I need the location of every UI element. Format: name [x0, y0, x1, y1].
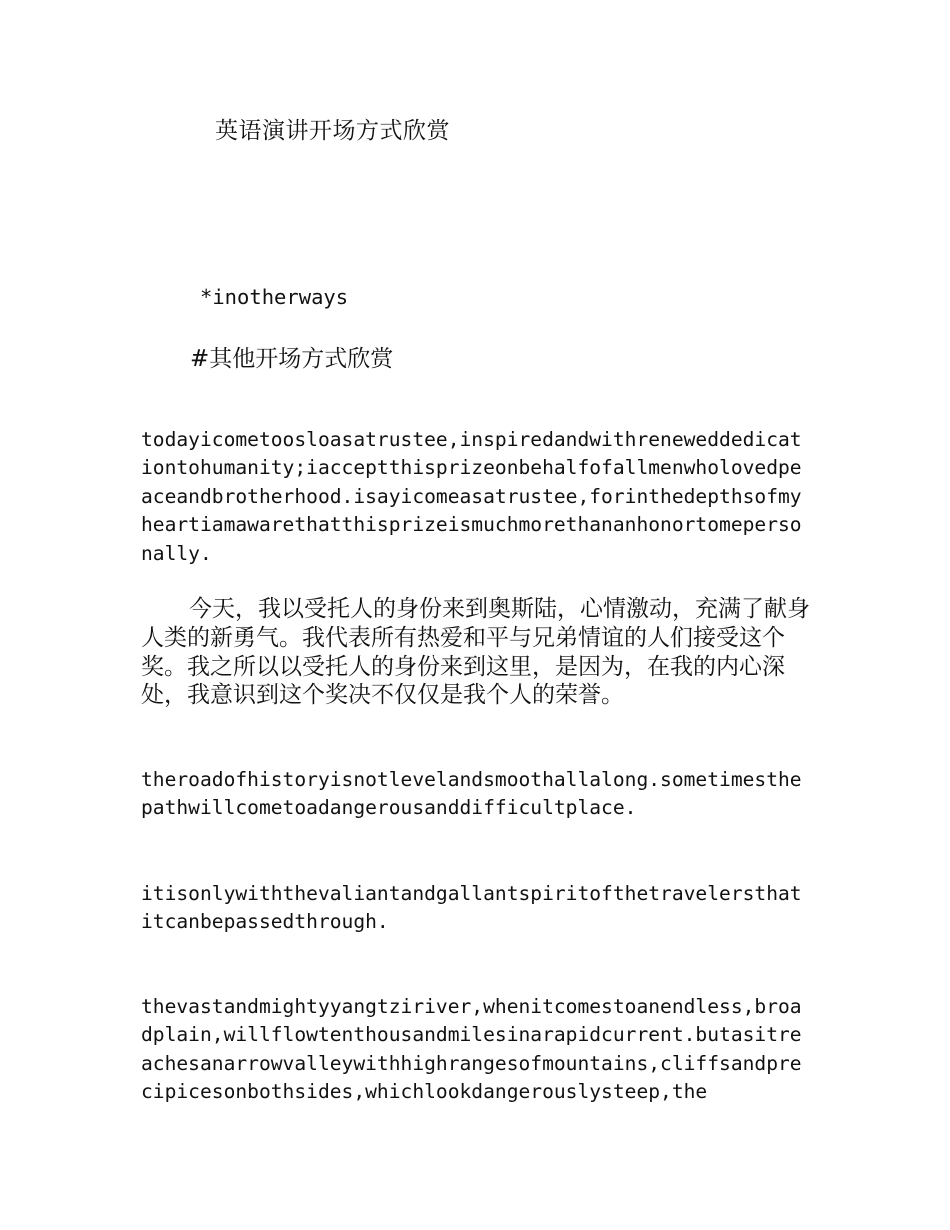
document-title: 英语演讲开场方式欣赏 [215, 118, 450, 144]
paragraph-english-1: todayicometooslоasatrustee,inspiredandwithreneweddedicationtohumanity;iacceptthisprizeonbehalfofallmenwholovedpeaceandbrotherhood.isayicomeasatrustee,forinthedepthsofmyheartiamawarethatthisprizeismuchmorethananhonortomepersonally. [141, 428, 802, 565]
paragraph-chinese-1: 今天，我以受托人的身份来到奥斯陆，心情激动，充满了献身人类的新勇气。我代表所有热爱和平与兄弟情谊的人们接受这个奖。我之所以以受托人的身份来到这里，是因为，在我的内心深处，我意识到这个奖决不仅仅是我个人的荣誉。 [141, 596, 810, 709]
paragraph-english-3: itisonlywiththevaliantandgallantspiritofthetravelersthatitcanbepassedthrough. [141, 882, 802, 934]
paragraph-english-2: theroadofhistoryisnotlevelandsmoothallalong.sometimesthepathwillcometoadangerousanddifficultplace. [141, 768, 802, 820]
section-heading: #其他开场方式欣赏 [190, 346, 394, 372]
paragraph-english-4: thevastandmightyyangtziriver,whenitcomestoanendless,broadplain,willflowtenthousandmilesinarapidcurrent.butasitreachesanarrowvalleywithhighrangesofmountains,cliffsandprecipicesonbothsides,whichlookdangerouslysteep,the [141, 995, 802, 1104]
section-marker: *inotherways [200, 285, 349, 309]
